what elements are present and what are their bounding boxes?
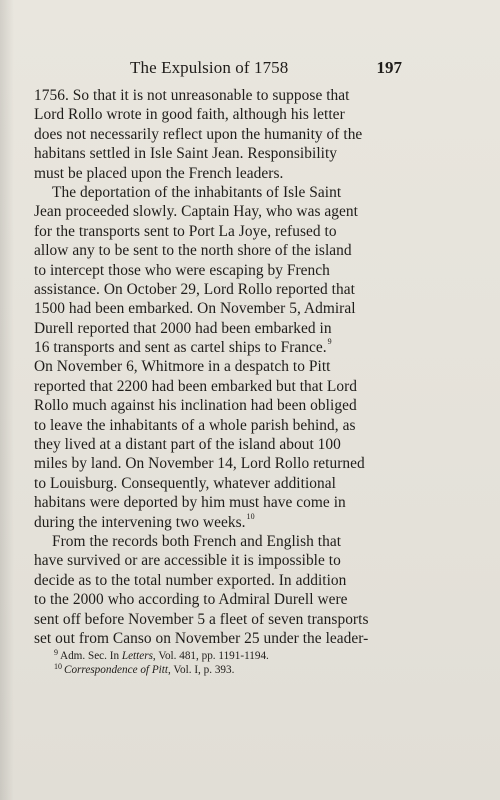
text-line: set out from Canso on November 25 under the leader- (34, 629, 369, 647)
running-head: The Expulsion of 1758 (130, 58, 289, 77)
footnote-10 (54, 663, 394, 677)
footnote-mark: 9 (54, 648, 58, 657)
footnote-ref-10: 10 (246, 511, 255, 521)
page-number: 197 (376, 58, 402, 77)
text-line: habitans settled in Isle Saint Jean. Responsibility (34, 145, 338, 163)
body-text (34, 86, 404, 648)
text-line: to intercept those who were escaping by French (34, 261, 330, 279)
text-line-with-footnote (34, 338, 404, 357)
paragraph-start-line: From the records both French and English that (52, 532, 342, 550)
text-line: to leave the inhabitants of a whole parish behind, as (34, 416, 356, 434)
footnote-source-title: Correspondence of Pitt (64, 664, 168, 676)
text-line: miles by land. On November 14, Lord Rollo returned (34, 455, 365, 473)
paragraph-start-line: The deportation of the inhabitants of Isle Saint (52, 183, 342, 201)
text-line: habitans were deported by him must have come in (34, 494, 346, 512)
text-line: On November 6, Whitmore in a despatch to Pitt (34, 358, 331, 376)
text-line: allow any to be sent to the north shore of the island (34, 242, 352, 260)
text-line: to Louisburg. Consequently, whatever additional (34, 474, 336, 492)
text-line: reported that 2200 had been embarked but that Lord (34, 377, 358, 395)
text-line: must be placed upon the French leaders. (34, 164, 284, 182)
text-line-with-footnote (34, 513, 404, 532)
line-text: during the intervening two weeks. (34, 513, 246, 531)
footnote-mark: 10 (54, 662, 62, 671)
text-line: Lord Rollo wrote in good faith, although his letter (34, 106, 345, 124)
text-line: sent off before November 5 a fleet of seven transports (34, 610, 369, 628)
text-line: decide as to the total number exported. In addition (34, 571, 347, 589)
text-line: 1500 had been embarked. On November 5, Admiral (34, 300, 356, 318)
footnote-9 (54, 649, 394, 663)
footnotes (54, 649, 394, 677)
gutter-shadow (0, 0, 14, 800)
text-line: 1756. So that it is not unreasonable to suppose that (34, 87, 350, 104)
text-line: assistance. On October 29, Lord Rollo reported that (34, 280, 355, 298)
line-text: 16 transports and sent as cartel ships to France. (34, 339, 327, 357)
text-line: have survived or are accessible it is impossible to (34, 552, 341, 570)
text-line: for the transports sent to Port La Joye, refused to (34, 222, 337, 240)
page-header (36, 58, 402, 82)
footnote-source-title: Letters (121, 650, 153, 662)
footnote-citation: , Vol. 481, pp. 1191-1194. (152, 650, 269, 662)
text-line: does not necessarily reflect upon the humanity of the (34, 125, 363, 143)
text-line: to the 2000 who according to Admiral Durell were (34, 591, 348, 609)
footnote-ref-9: 9 (327, 337, 332, 347)
text-line: Durell reported that 2000 had been embarked in (34, 319, 332, 337)
footnote-citation: , Vol. I, p. 393. (168, 664, 235, 676)
footnote-text: Adm. Sec. In (60, 650, 122, 662)
text-line: Jean proceeded slowly. Captain Hay, who was agent (34, 203, 358, 221)
text-line: they lived at a distant part of the island about 100 (34, 436, 341, 454)
text-line: Rollo much against his inclination had been obliged (34, 397, 357, 415)
